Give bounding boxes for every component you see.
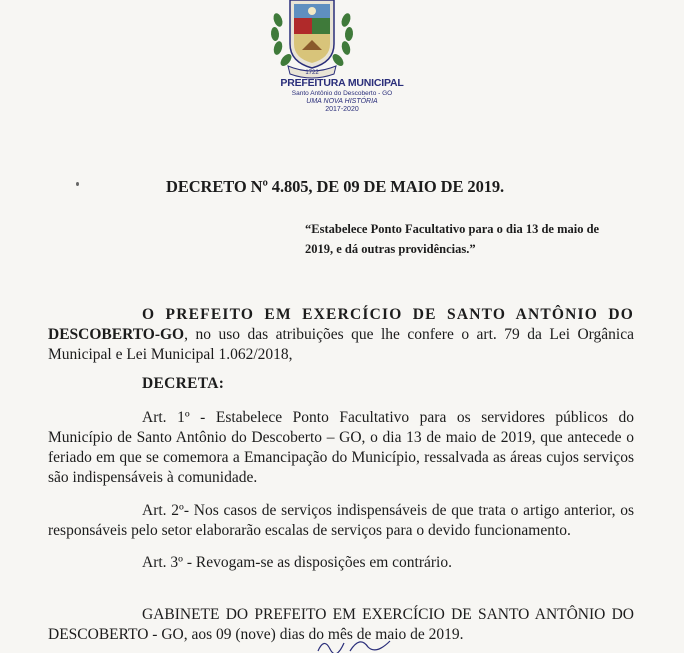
article-1 [48, 408, 634, 488]
org-name: PREFEITURA MUNICIPAL [280, 77, 404, 89]
article-3-text: Art. 3º - Revogam-se as disposições em contrário. [142, 554, 452, 571]
scan-dot [76, 182, 79, 186]
crest-year: 1722 [305, 70, 319, 76]
term-years: 2017-2020 [325, 106, 359, 113]
article-1-text: Art. 1º - Estabelece Ponto Facultativo para os servidores públicos do Município de Santo Antônio do Descoberto – GO, o dia 13 de maio de 2019, que antecede o feriado em que se comemora a Emancipação do Município, ressalvada as áreas cujos serviços são indispensáveis à comunidade. [48, 409, 634, 486]
article-2 [48, 501, 634, 541]
slogan: UMA NOVA HISTÓRIA [306, 98, 378, 105]
preamble-bold: O PREFEITO EM EXERCÍCIO DE SANTO ANTÔNIO DO [142, 306, 634, 323]
preamble-text: , no uso das atribuições que lhe confere o art. 79 da Lei Orgânica Municipal e Lei Municipal 1.062/2018, [48, 326, 634, 363]
decree-ementa: “Estabelece Ponto Facultativo para o dia 13 de maio de 2019, e dá outras providências.” [305, 222, 600, 256]
decree-title: DECRETO Nº 4.805, DE 09 DE MAIO DE 2019. [166, 177, 505, 196]
signature-mark [310, 635, 420, 653]
preamble-paragraph [48, 305, 634, 365]
municipal-crest-logo [266, 0, 358, 80]
article-2-text: Art. 2º- Nos casos de serviços indispensáveis de que trata o artigo anterior, os responsáveis pelo setor elaborarão escalas de serviços para o devido funcionamento. [48, 502, 634, 539]
org-place: Santo Antônio do Descoberto - GO [291, 90, 393, 97]
decreta-heading: DECRETA: [142, 375, 225, 392]
preamble-bold-2: DESCOBERTO-GO [48, 326, 185, 343]
article-3 [48, 553, 634, 573]
closing-text: GABINETE DO PREFEITO EM EXERCÍCIO DE SANTO ANTÔNIO DO DESCOBERTO - GO, aos 09 (nove) dias do mês de maio de 2019. [48, 606, 634, 643]
